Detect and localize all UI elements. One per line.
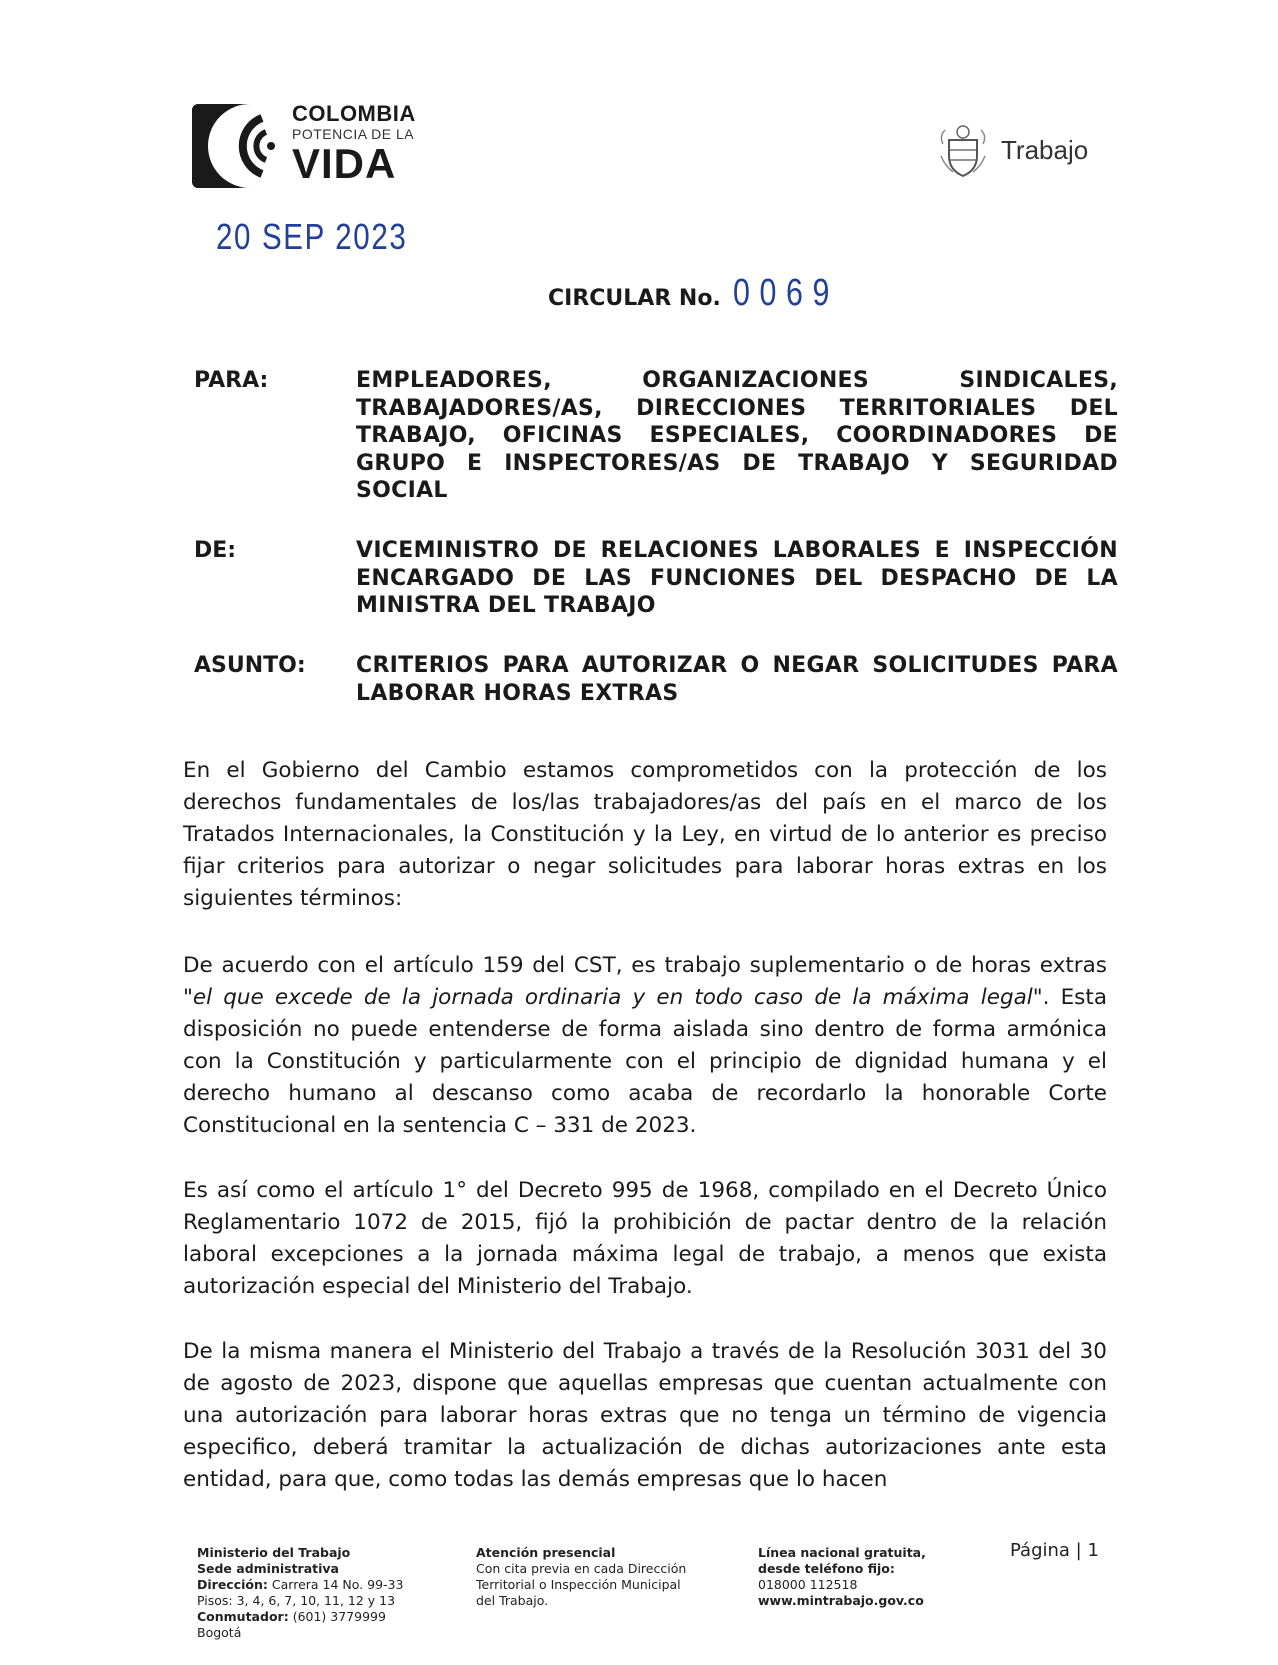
footer-attention-line: Territorial o Inspección Municipal	[476, 1577, 681, 1592]
footer-contact	[758, 1545, 988, 1609]
colombia-vida-logo	[192, 102, 432, 190]
field-de-label: DE:	[194, 538, 237, 563]
paragraph-text-end: . Esta disposición no puede entenderse de forma aislada sino dentro de forma armónica con la Constitución y particularmente con el principio de dignidad humana y el derecho humano al descanso como acaba de recordarlo la honorable Corte Constitucional en la sentencia C – 331 de 2023.	[183, 985, 1107, 1138]
field-asunto-value: CRITERIOS PARA AUTORIZAR O NEGAR SOLICITUDES PARA LABORAR HORAS EXTRAS	[356, 653, 1118, 706]
footer-attention	[476, 1545, 736, 1609]
field-de-value: VICEMINISTRO DE RELACIONES LABORALES E INSPECCIÓN ENCARGADO DE LAS FUNCIONES DEL DESPACHO DE LA MINISTRA DEL TRABAJO	[356, 538, 1118, 618]
footer-website: www.mintrabajo.gov.co	[758, 1593, 924, 1608]
footer-attention-line: Con cita previa en cada Dirección	[476, 1561, 687, 1576]
logo-colombia-text: COLOMBIA	[292, 101, 416, 126]
body-paragraph-4	[183, 1336, 1107, 1496]
footer-dir-label: Dirección:	[197, 1577, 268, 1592]
field-para-value: EMPLEADORES, ORGANIZACIONES SINDICALES, TRABAJADORES/AS, DIRECCIONES TERRITORIALES DEL TRABAJO, OFICINAS ESPECIALES, COORDINADORES DE GRUPO E INSPECTORES/AS DE TRABAJO Y SEGURIDAD SOCIAL	[356, 368, 1118, 503]
circular-heading	[548, 272, 865, 315]
circular-number: 0069	[732, 272, 839, 314]
footer-attention-line: del Trabajo.	[476, 1593, 549, 1608]
body-paragraph-3	[183, 1175, 1107, 1303]
footer-ministry: Ministerio del Trabajo	[197, 1545, 351, 1560]
paragraph-text: De la misma manera el Ministerio del Trabajo a través de la Resolución 3031 del 30 de agosto de 2023, dispone que aquellas empresas que cuentan actualmente con una autorización para laborar horas extras que no tenga un término de vigencia especifico, deberá tramitar la actualización de dichas autorizaciones ante esta entidad, para que, como todas las demás empresas que lo hacen	[183, 1339, 1107, 1492]
coat-of-arms-icon	[935, 120, 991, 180]
footer-city: Bogotá	[197, 1625, 242, 1640]
footer-dir-value: Carrera 14 No. 99-33	[271, 1577, 404, 1592]
logo-vida-text: VIDA	[292, 140, 397, 187]
body-paragraph-2	[183, 950, 1107, 1142]
footer-line-title: Línea nacional gratuita,	[758, 1545, 926, 1560]
paragraph-text: En el Gobierno del Cambio estamos comprometidos con la protección de los derechos fundamentales de los/las trabajadores/as del país en el marco de los Tratados Internacionales, la Constitución y la Ley, en virtud de lo anterior es preciso fijar criterios para autorizar o negar solicitudes para laborar horas extras en los siguientes términos:	[183, 758, 1107, 911]
logo-potencia-text: POTENCIA DE LA	[292, 126, 415, 142]
footer-sede: Sede administrativa	[197, 1561, 339, 1576]
body-paragraph-1	[183, 755, 1107, 915]
footer-address	[197, 1545, 457, 1641]
footer-conm-label: Conmutador:	[197, 1609, 289, 1624]
footer-floors: Pisos: 3, 4, 6, 7, 10, 11, 12 y 13	[197, 1593, 396, 1608]
ministry-mark	[935, 120, 1088, 180]
paragraph-text: Es así como el artículo 1° del Decreto 995 de 1968, compilado en el Decreto Único Reglamentario 1072 de 2015, fijó la prohibición de pactar dentro de la relación laboral excepciones a la jornada máxima legal de trabajo, a menos que exista autorización especial del Ministerio del Trabajo.	[183, 1178, 1107, 1299]
date-stamp: 20 SEP 2023	[216, 216, 408, 257]
circular-label: CIRCULAR No.	[548, 286, 721, 311]
footer-conm-value: (601) 3779999	[292, 1609, 386, 1624]
field-asunto-label: ASUNTO:	[194, 653, 306, 678]
footer-phone: 018000 112518	[758, 1577, 858, 1592]
field-para-label: PARA:	[194, 368, 269, 393]
paragraph-text	[183, 950, 1107, 1142]
ministry-label: Trabajo	[1001, 134, 1089, 165]
footer-line-subtitle: desde teléfono fijo:	[758, 1561, 895, 1576]
colombia-potencia-de-la-vida-logo-icon	[192, 104, 276, 188]
paragraph-text-start: De acuerdo con el artículo 159 del CST, es trabajo suplementario o de horas extras	[183, 953, 1107, 978]
quoted-definition: "el que excede de la jornada ordinaria y en todo caso de la máxima legal"	[183, 985, 1043, 1010]
footer-attention-title: Atención presencial	[476, 1545, 616, 1560]
page-number: Página | 1	[1010, 1540, 1099, 1561]
